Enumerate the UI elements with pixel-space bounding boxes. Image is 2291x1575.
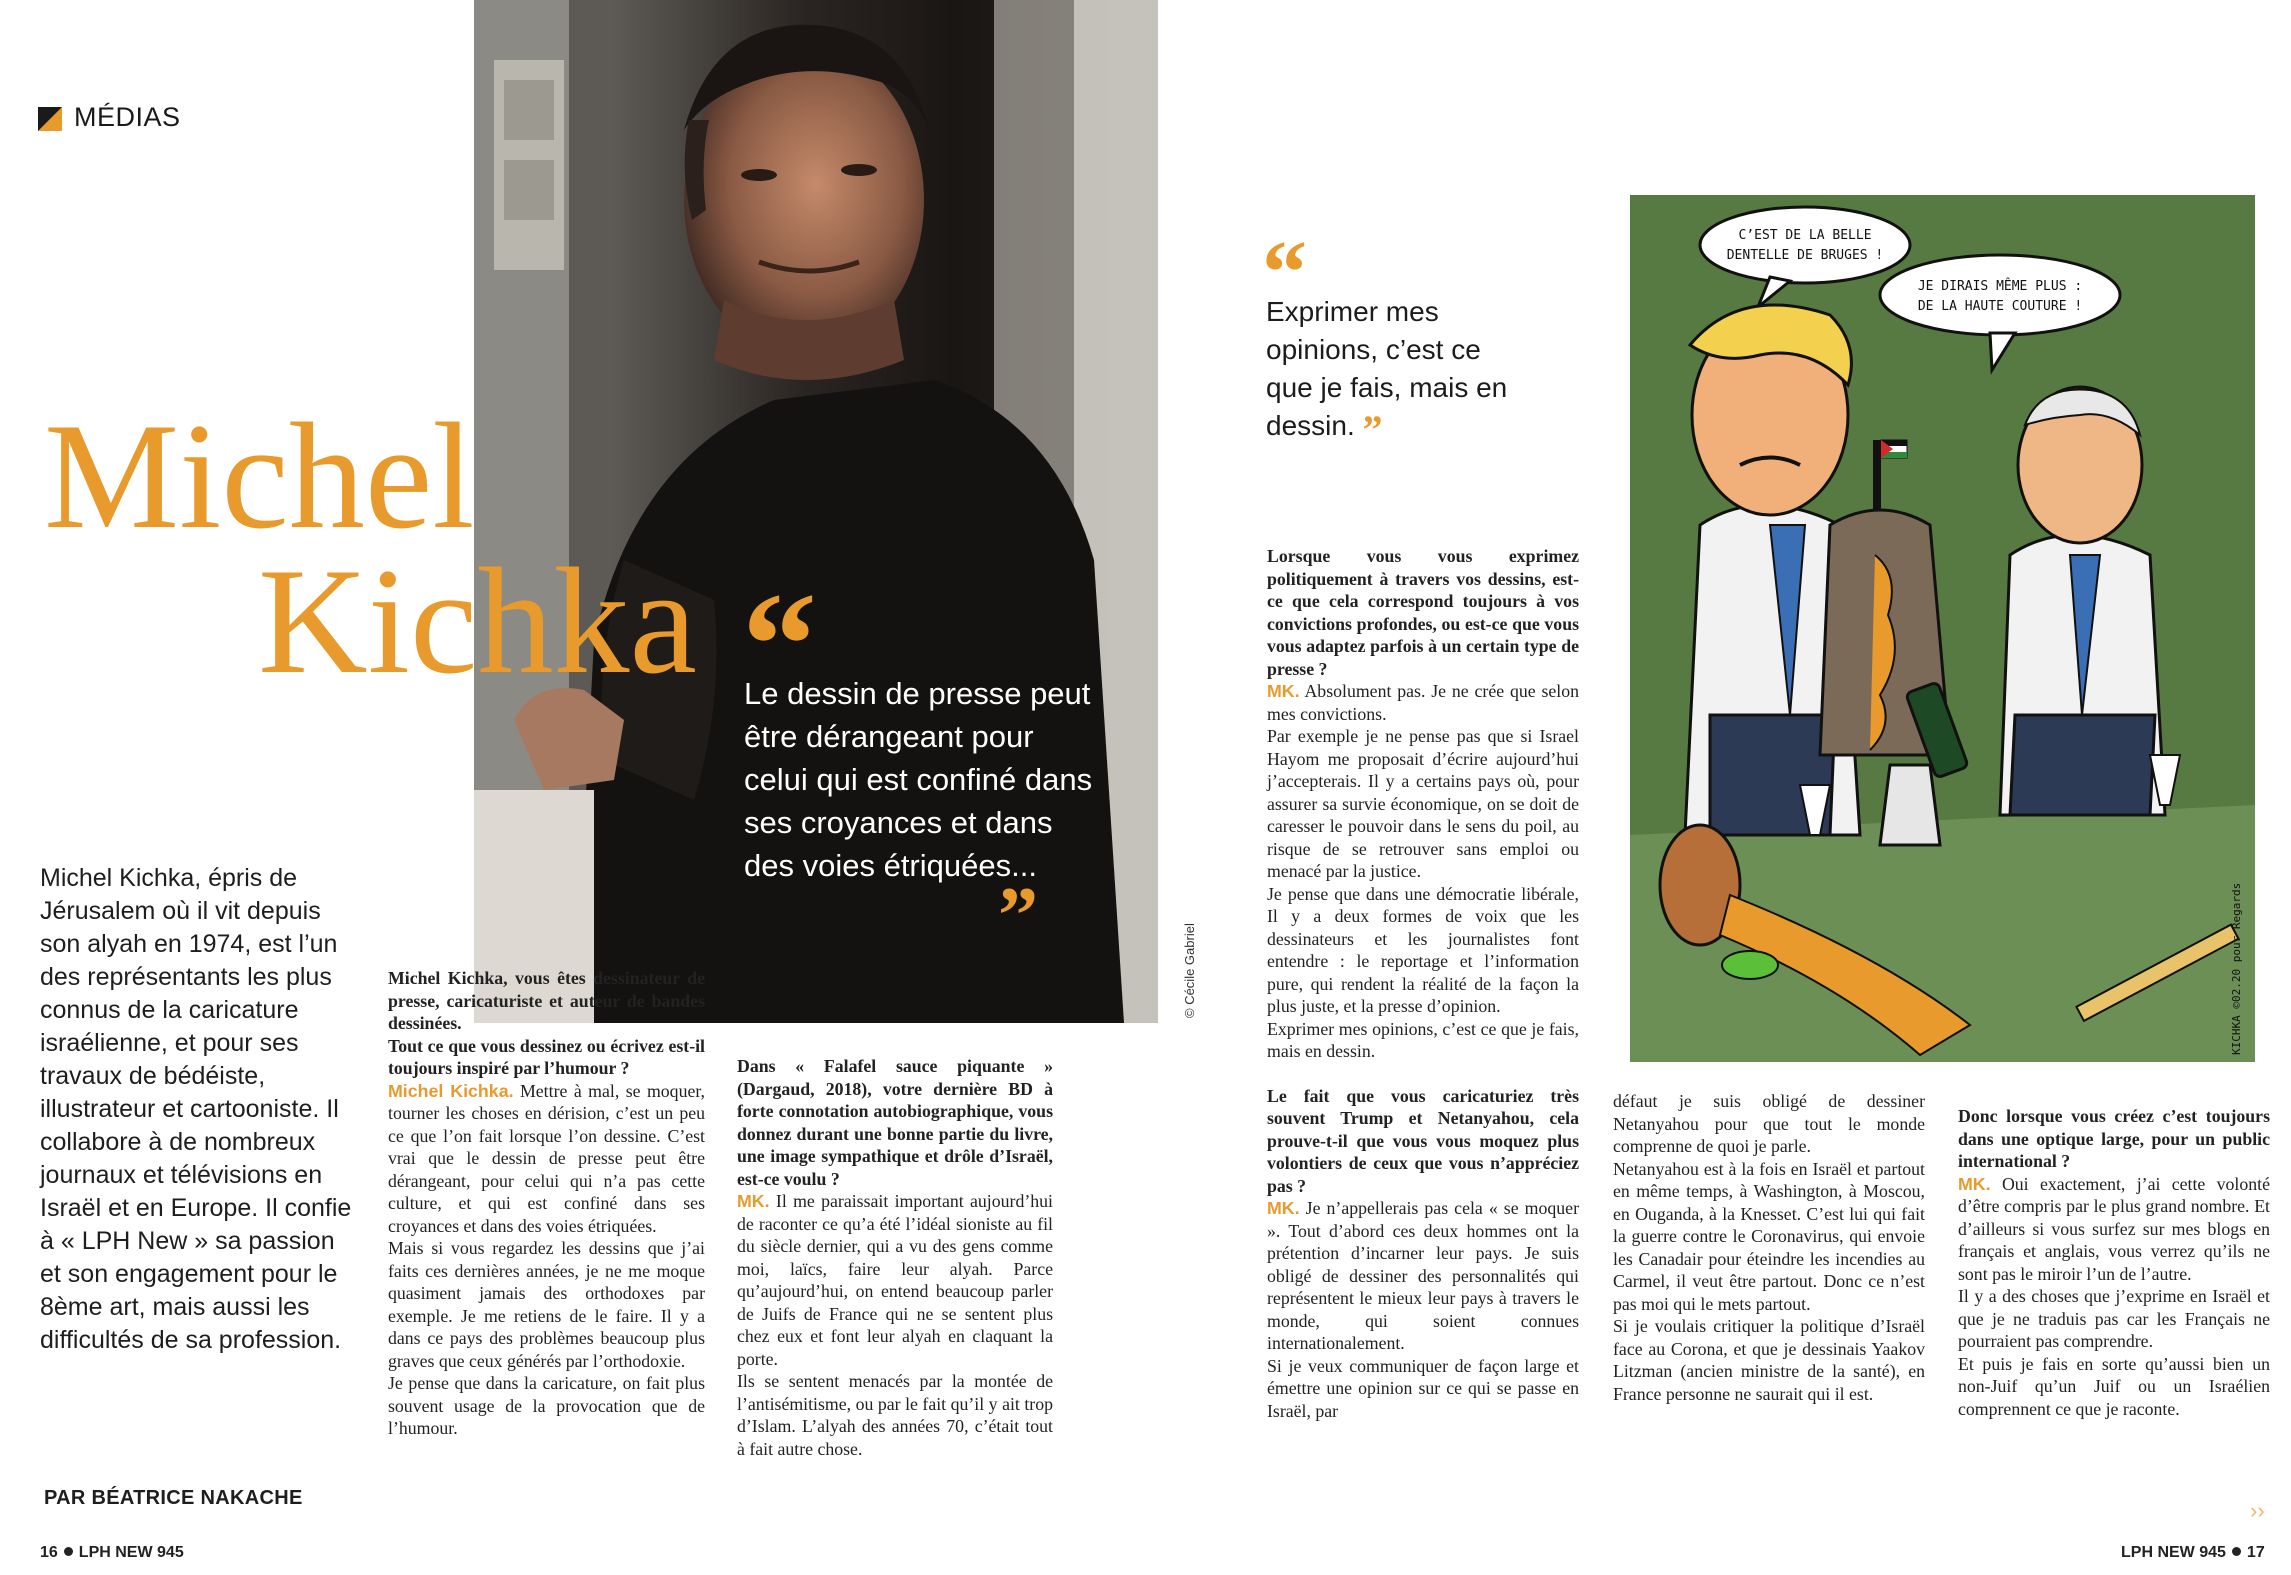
question: Le fait que vous caricaturiez très souvent Trump et Netanyahou, cela prouve-t-il que vous vous moquez plus volontiers de ceux que vous n’appréciez pas ? (1267, 1085, 1579, 1196)
byline: PAR BÉATRICE NAKACHE (44, 1487, 303, 1509)
open-quote-icon: “ (1262, 223, 1307, 322)
answer-text: Il me paraissait important aujourd’hui de raconter ce qu’a été l’idéal sioniste au fil du siècle dernier, qui a vu des gens comme moi, laïcs, faire leur alyah. Parce qu’aujourd’hui, on entend beaucoup parler de Juifs de France qui ne se sentent plus chez eux et font leur alyah en claquant la porte. (737, 1191, 1053, 1369)
article-column-3 (1267, 545, 1579, 1422)
question: Dans « Falafel sauce piquante » (Dargaud, 2018), votre dernière BD à forte connotation autobiographique, vous donnez durant une bonne partie du livre, une image sympathique et drôle d’Israël, est-ce voulu ? (737, 1056, 1053, 1189)
answer: Ils se sentent menacés par la montée de l’antisémitisme, ou par le fait qu’il y ait trop d’Islam. L’alyah des années 70, c’était tout à fait autre chose. (737, 1371, 1053, 1459)
page-number-left: 16 (40, 1544, 58, 1561)
answer: défaut je suis obligé de dessiner Netanyahou pour que tout le monde comprenne de quoi je parle. (1613, 1091, 1925, 1156)
magazine-name-left: LPH NEW 945 (78, 1544, 184, 1561)
answer (1267, 1197, 1579, 1355)
answer-text: Je n’appellerais pas cela « se moquer ». Tout d’abord ces deux hommes ont la prétention d’incarner leur pays. Je suis obligé de dessiner des personnalités qui représentent le mieux leur pays à travers le monde, qui soient connues internationalement. (1267, 1198, 1579, 1353)
answer: Exprimer mes opinions, c’est ce que je fais, mais en dessin. (1267, 1018, 1579, 1061)
tape-measure (1722, 951, 1778, 979)
caricature-netanyahu (2000, 387, 2165, 815)
speaker-label: MK. (1958, 1173, 1991, 1194)
headline-first-name: Michel (44, 392, 475, 560)
open-quote-icon: “ (742, 562, 817, 728)
answer (737, 1190, 1053, 1370)
answer: Et puis je fais en sorte qu’aussi bien un non-Juif qu’un Juif ou un Israélien comprennent ce que je raconte. (1958, 1353, 2270, 1419)
answer: Mais si vous regardez les dessins que j’ai faits ces dernières années, je ne me moque quasiment jamais des orthodoxes par exemple. Je me retiens de le faire. Il y a dans ce pays des problèmes beaucoup plus graves que ceux générés par l’orthodoxie. (388, 1238, 705, 1371)
close-quote-icon: ” (998, 872, 1038, 960)
cartoon-signature: KICHKA ©02.20 pour Regards (2230, 882, 2243, 1055)
magazine-name-right: LPH NEW 945 (2121, 1544, 2226, 1561)
footer-right (2121, 1544, 2265, 1562)
bubble-1-line-1: C’EST DE LA BELLE (1738, 228, 1872, 243)
bubble-1-line-2: DENTELLE DE BRUGES ! (1726, 248, 1884, 263)
answer (388, 1080, 705, 1238)
bubble-2-line-1: JE DIRAIS MÊME PLUS : (1917, 279, 2083, 294)
speaker-label: MK. (1267, 681, 1300, 701)
intro-paragraph: Michel Kichka, épris de Jérusalem où il vit depuis son alyah en 1974, est l’un des représentants les plus connus de la caricature israélienne, et pour ses travaux de bédéiste, illustrateur et cartooniste. Il collabore à de nombreux journaux et télévisions en Israël et en Europe. Il confie à « LPH New » sa passion et son engagement pour le 8ème art, mais aussi les difficultés de sa profession. (40, 864, 352, 1354)
answer: Si je veux communiquer de façon large et émettre une opinion sur ce qui se passe en Israël, par (1267, 1355, 1579, 1421)
answer: Il y a des choses que j’exprime en Israël et que je ne traduis pas car les Français ne pourraient pas comprendre. (1958, 1286, 2270, 1351)
answer-text: Mettre à mal, se moquer, tourner les choses en dérision, c’est un peu ce que l’on fait lorsque l’on dessine. C’est vrai que le dessin de presse peut être dérangeant, pour celui qui n’a pas cette culture, et qui est confiné dans ses croyances et dans des voies étriquées. (388, 1080, 706, 1236)
article-column-5 (1958, 1105, 2270, 1420)
page-number-right: 17 (2246, 1544, 2265, 1561)
close-quote-icon: ” (1362, 407, 1383, 452)
headline-last-name: Kichka (258, 537, 697, 705)
speaker-label: MK. (737, 1191, 770, 1211)
question: Donc lorsque vous créez c’est toujours dans une optique large, pour un public international ? (1958, 1106, 2270, 1171)
answer (1267, 680, 1579, 725)
answer: Netanyahou est à la fois en Israël et partout en même temps, à Washington, à Moscou, en Ouganda, à la Knesset. C’est lui qui fait la guerre contre le Coronavirus, qui envoie les Canadair pour éteindre les incendies au Carmel, il veut être partout. Donc ce n’est pas moi qui le mets partout. (1613, 1158, 1925, 1314)
section-label: MÉDIAS (74, 102, 181, 132)
question: Michel Kichka, vous êtes dessinateur de presse, caricaturiste et auteur de bandes dessinées. (388, 968, 705, 1033)
pull-quote: Le dessin de presse peut être dérangeant pour celui qui est confiné dans ses croyances et dans des voies étriquées... (744, 676, 1093, 883)
photo-credit: © Cécile Gabriel (1182, 923, 1197, 1018)
speaker-label: Michel Kichka. (388, 1080, 514, 1101)
answer: Si je voulais critiquer la politique d’Israël face au Corona, et que je dessinais Yaakov Litzman (ancien ministre de la santé), en France personne ne saurait qui il est. (1613, 1316, 1925, 1404)
bubble-2-line-2: DE LA HAUTE COUTURE ! (1917, 299, 2083, 314)
answer (1958, 1173, 2270, 1286)
answer-text: Absolument pas. Je ne crée que selon mes convictions. (1267, 681, 1579, 724)
bullet-dot-icon (2232, 1547, 2241, 1556)
answer: Je pense que dans une démocratie libérale, Il y a deux formes de voix que les dessinateurs et les journalistes font entendre : le reportage et l’information pure, qui rendent la réalité de la façon la plus juste, et la presse d’opinion. (1267, 883, 1579, 1016)
editorial-cartoon (1630, 195, 2255, 1062)
cartoon-illustration (1630, 195, 2255, 1062)
answer: Je pense que dans la caricature, on fait plus souvent usage de la provocation que de l’humour. (388, 1373, 705, 1438)
bullet-dot-icon (64, 1547, 73, 1556)
pull-quote-2 (1266, 293, 1516, 450)
question: Tout ce que vous dessinez ou écrivez est-il toujours inspiré par l’humour ? (388, 1035, 705, 1078)
pull-quote-2-text: Exprimer mes opinions, c’est ce que je fais, mais en dessin. (1266, 296, 1508, 441)
answer: Par exemple je ne pense pas que si Israel Hayom me proposait d’écrire aujourd’hui j’accepterais. Il y a certains pays où, pour assurer sa survie économique, on se doit de caresser le pouvoir dans le sens du poil, au risque de se retrouver sans emploi ou menacé par la justice. (1267, 726, 1579, 881)
continue-arrow-icon: ›› (2250, 1498, 2265, 1523)
footer-left (40, 1544, 184, 1562)
section-mark-icon (38, 107, 62, 131)
answer-text: Oui exactement, j’ai cette volonté d’être compris par le plus grand nombre. Et d’ailleurs si vous surfez sur mes blogs en français et anglais, vous verrez qu’ils ne sont pas le miroir l’un de l’autre. (1958, 1173, 2270, 1284)
article-column-2 (737, 1055, 1053, 1460)
question: Lorsque vous vous exprimez politiquement à travers vos dessins, est-ce que cela correspond toujours à vos convictions profondes, ou est-ce que vous vous adaptez parfois à un certain type de presse ? (1267, 546, 1579, 679)
speaker-label: MK. (1267, 1198, 1300, 1218)
article-column-4 (1613, 1090, 1925, 1405)
article-column-1 (388, 967, 705, 1440)
